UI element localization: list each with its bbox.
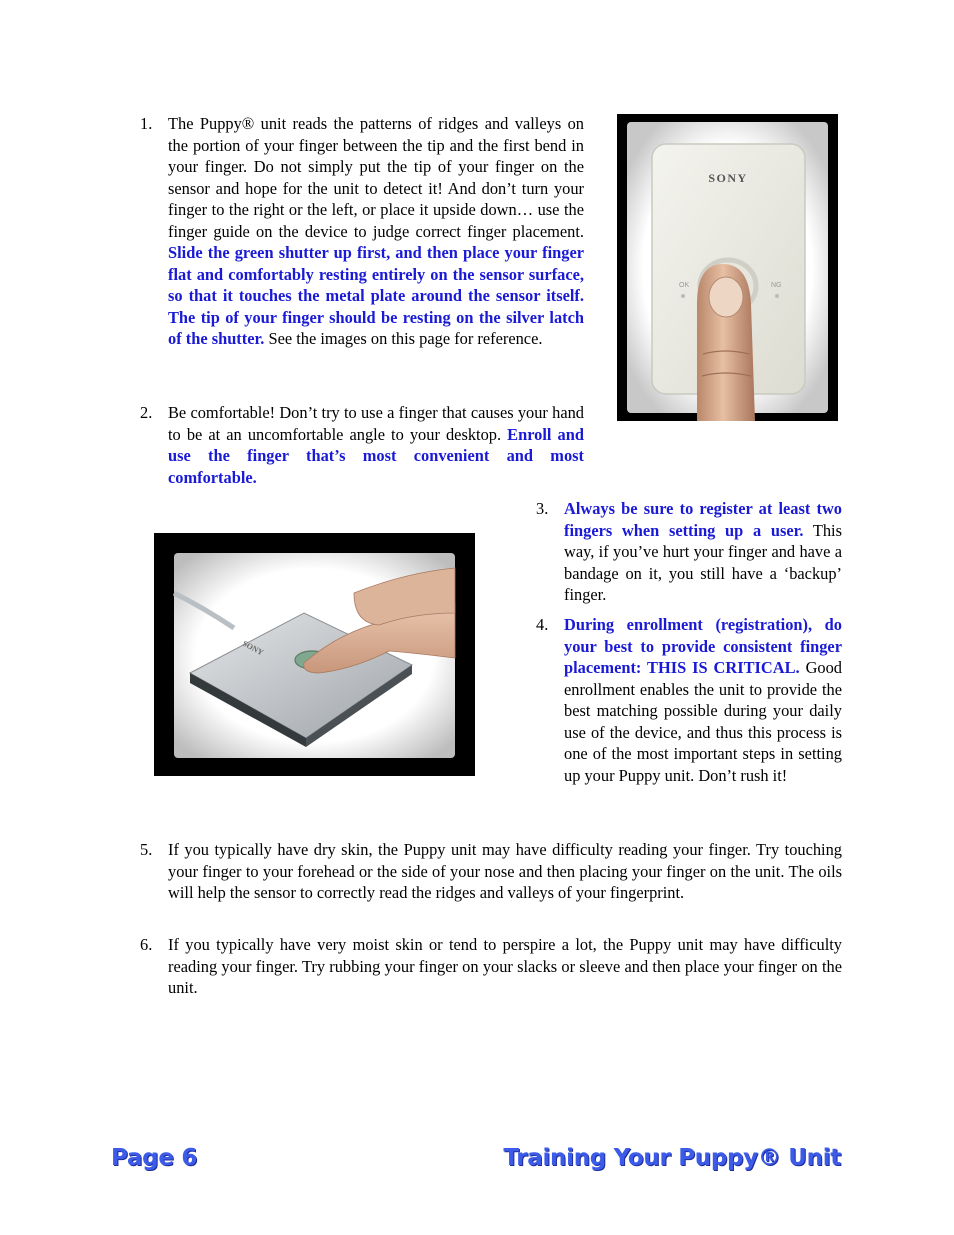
- emphasis-text: Enroll and use the finger that’s most convenient and most comfortable.: [168, 424, 584, 487]
- item-text: The Puppy® unit reads the patterns of ridges and valleys on the portion of your finger between the tip and the first bend in your finger. Do not simply put the tip of your finger on the sensor and hope for the unit to detect it! And don’t turn your finger to the right or the left, or place it upside down… use the finger guide on the device to judge correct finger placement. Slide the green shutter up first, and then place your finger flat and comfortably resting entirely on the sensor surface, so that it touches the metal plate around the sensor itself. The tip of your finger should be resting on the silver latch of the shutter. See the images on this page for reference.: [168, 114, 584, 348]
- fingerprint-reader-illustration: [617, 114, 838, 421]
- item-number: 5.: [140, 840, 153, 859]
- fingerprint-reader-photo-top: [617, 114, 838, 421]
- list-item-1: [140, 113, 584, 350]
- item-number: 3.: [536, 499, 549, 518]
- item-number: 6.: [140, 935, 153, 954]
- ng-label: NG: [771, 282, 782, 289]
- fingerprint-reader-illustration: [154, 533, 475, 776]
- emphasis-text: Slide the green shutter up first, and then place your finger flat and comfortably resting entirely on the sensor surface, so that it touches the metal plate around the sensor itself. The tip of your finger should be resting on the silver latch of the shutter.: [168, 243, 584, 348]
- list-item-3: [536, 498, 842, 606]
- emphasis-text: Always be sure to register at least two fingers when setting up a user.: [564, 499, 842, 540]
- item-text: Always be sure to register at least two fingers when setting up a user. This way, if you’ve hurt your finger and have a bandage on it, you still have a ‘backup’ finger.: [564, 499, 842, 604]
- brand-logo: SONY: [708, 171, 748, 185]
- item-text: If you typically have very moist skin or tend to perspire a lot, the Puppy unit may have difficulty reading your finger. Try rubbing your finger on your slacks or sleeve and then place your finger on the unit.: [168, 935, 842, 997]
- list-item-6: [140, 934, 842, 999]
- ok-label: OK: [679, 282, 690, 289]
- list-item-5: [140, 839, 842, 904]
- emphasis-text: During enrollment (registration), do your best to provide consistent finger placement: THIS IS CRITICAL.: [564, 615, 842, 677]
- item-number: 1.: [140, 114, 153, 133]
- list-item-2: [140, 402, 584, 488]
- item-number: 2.: [140, 403, 153, 422]
- page-number: Page 6: [111, 1145, 198, 1171]
- page-footer-title: Training Your Puppy® Unit: [503, 1145, 841, 1171]
- item-number: 4.: [536, 615, 549, 634]
- item-text: If you typically have dry skin, the Puppy unit may have difficulty reading your finger. Try touching your finger to your forehead or the side of your nose and then placing your finger on the unit. The oils will help the sensor to correctly read the ridges and valleys of your fingerprint.: [168, 840, 842, 902]
- item-text: Be comfortable! Don’t try to use a finger that causes your hand to be at an uncomfortable angle to your desktop. Enroll and use the finger that’s most convenient and most comfortable.: [168, 403, 584, 487]
- brand-logo: SONY: [241, 638, 265, 658]
- list-item-4: [536, 614, 842, 786]
- fingerprint-reader-photo-angle: [154, 533, 475, 776]
- item-text: During enrollment (registration), do your best to provide consistent finger placement: THIS IS CRITICAL. Good enrollment enables the unit to provide the best matching possible during your daily use of the device, and thus this process is one of the most important steps in setting up your Puppy unit. Don’t rush it!: [564, 615, 843, 785]
